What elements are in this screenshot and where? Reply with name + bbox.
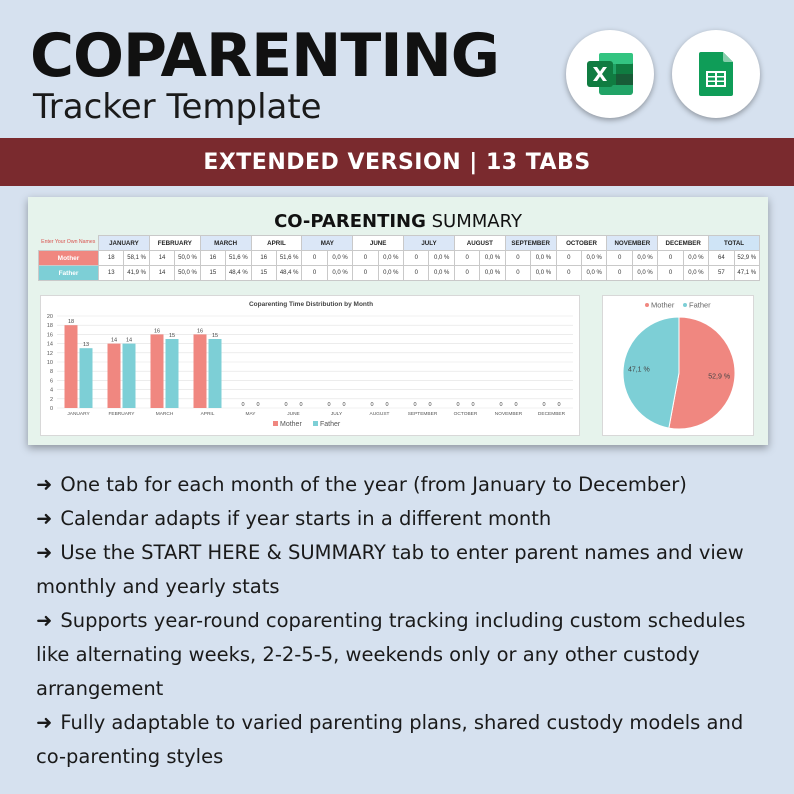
value-cell: 16	[200, 251, 225, 266]
bar-father	[166, 339, 179, 408]
month-header: AUGUST	[454, 236, 505, 251]
arrow-icon: ➜	[36, 711, 53, 734]
data-label: 0	[471, 402, 475, 408]
value-cell: 0,0 %	[582, 266, 607, 281]
data-label: 0	[241, 402, 245, 408]
value-cell: 0	[404, 266, 429, 281]
y-tick-label: 8	[49, 369, 53, 376]
y-tick-label: 10	[46, 360, 53, 366]
x-tick-label: SEPTEMBER	[407, 412, 438, 417]
y-tick-label: 20	[46, 314, 53, 320]
month-header: APRIL	[251, 236, 302, 251]
value-cell: 48,4 %	[276, 266, 301, 281]
data-label: 0	[514, 402, 518, 408]
value-cell: 0,0 %	[429, 251, 454, 266]
value-cell: 0,0 %	[480, 266, 505, 281]
feature-item	[36, 502, 776, 536]
bar-mother	[65, 325, 78, 408]
data-label: 0	[284, 402, 288, 408]
legend-label: Father	[689, 300, 711, 310]
value-cell: 0,0 %	[683, 251, 708, 266]
bar-chart	[41, 296, 581, 437]
month-header: JUNE	[353, 236, 404, 251]
legend-swatch	[313, 421, 318, 426]
data-label: 0	[342, 402, 346, 408]
data-label: 15	[211, 333, 219, 339]
value-cell: 18	[99, 251, 124, 266]
month-header: NOVEMBER	[607, 236, 658, 251]
value-cell: 0	[454, 266, 479, 281]
value-cell: 0	[556, 251, 581, 266]
feature-text: Use the START HERE & SUMMARY tab to enter parent names and view monthly and yearly stats	[36, 541, 744, 598]
x-tick-label: JULY	[330, 412, 343, 417]
x-tick-label: FEBRUARY	[108, 412, 135, 417]
arrow-icon: ➜	[36, 473, 53, 496]
bar-mother	[108, 344, 121, 408]
value-cell: 51,6 %	[226, 251, 251, 266]
x-tick-label: JANUARY	[67, 412, 90, 417]
bar-father	[123, 344, 136, 408]
data-label: 0	[413, 402, 417, 408]
x-tick-label: DECEMBER	[537, 412, 566, 417]
month-header: MAY	[302, 236, 353, 251]
month-header: DECEMBER	[658, 236, 709, 251]
value-cell: 0	[302, 266, 327, 281]
pie-chart-panel	[602, 295, 754, 436]
arrow-icon: ➜	[36, 507, 53, 530]
data-label: 0	[256, 402, 260, 408]
x-tick-label: MARCH	[155, 412, 174, 417]
data-label: 18	[67, 319, 75, 326]
feature-item	[36, 604, 776, 706]
value-cell: 0,0 %	[683, 266, 708, 281]
month-header: OCTOBER	[556, 236, 607, 251]
page-title: COPARENTING	[30, 21, 500, 91]
total-header: TOTAL	[709, 236, 760, 251]
chart-title: Coparenting Time Distribution by Month	[248, 301, 374, 308]
x-tick-label: APRIL	[200, 412, 215, 417]
parent-name-cell[interactable]: Mother	[39, 251, 99, 266]
y-tick-label: 16	[46, 332, 53, 339]
legend-swatch	[273, 421, 278, 426]
google-sheets-badge	[672, 30, 760, 118]
value-cell: 0,0 %	[531, 266, 556, 281]
value-cell: 0	[607, 251, 632, 266]
pie-data-label: 52,9 %	[708, 373, 731, 381]
bar-mother	[151, 334, 164, 408]
legend-label: Mother	[651, 300, 675, 310]
data-label: 15	[168, 333, 176, 339]
y-tick-label: 0	[49, 406, 53, 412]
feature-text: Fully adaptable to varied parenting plans, shared custody models and co-parenting styles	[36, 711, 744, 768]
arrow-icon: ➜	[36, 609, 53, 632]
parent-name-cell[interactable]: Father	[39, 266, 99, 281]
data-label: 0	[299, 402, 303, 408]
value-cell: 0	[353, 251, 378, 266]
y-tick-label: 12	[46, 350, 53, 357]
value-cell: 0,0 %	[327, 266, 352, 281]
value-cell: 0	[607, 266, 632, 281]
value-cell: 48,4 %	[226, 266, 251, 281]
legend-swatch	[645, 303, 649, 307]
version-banner: EXTENDED VERSION | 13 TABS	[0, 138, 794, 186]
month-header: JULY	[404, 236, 455, 251]
data-label: 16	[196, 328, 204, 335]
value-cell: 0	[658, 266, 683, 281]
legend-swatch	[683, 303, 687, 307]
feature-text: One tab for each month of the year (from January to December)	[60, 473, 687, 496]
data-label: 0	[428, 402, 432, 408]
value-cell: 0,0 %	[327, 251, 352, 266]
feature-text: Calendar adapts if year starts in a different month	[60, 507, 552, 530]
feature-text: Supports year-round coparenting tracking including custom schedules like alternating weeks, 2-2-5-5, weekends only or any other custody arrangement	[36, 609, 746, 700]
value-cell: 0	[658, 251, 683, 266]
legend-label: Father	[320, 421, 341, 428]
arrow-icon: ➜	[36, 541, 53, 564]
google-sheets-icon	[691, 49, 741, 99]
feature-item	[36, 706, 776, 774]
value-cell: 50,0 %	[175, 266, 200, 281]
x-tick-label: AUGUST	[369, 412, 390, 417]
data-label: 0	[327, 402, 331, 408]
data-label: 0	[557, 402, 561, 408]
value-cell: 47,1 %	[734, 266, 759, 281]
value-cell: 13	[99, 266, 124, 281]
value-cell: 14	[149, 251, 174, 266]
data-label: 0	[456, 402, 460, 408]
value-cell: 0,0 %	[480, 251, 505, 266]
value-cell: 15	[251, 266, 276, 281]
value-cell: 0,0 %	[429, 266, 454, 281]
value-cell: 58,1 %	[124, 251, 149, 266]
feature-item	[36, 536, 776, 604]
value-cell: 0	[505, 266, 530, 281]
excel-badge	[566, 30, 654, 118]
summary-table	[38, 235, 760, 281]
value-cell: 0	[404, 251, 429, 266]
value-cell: 0	[454, 251, 479, 266]
value-cell: 52,9 %	[734, 251, 759, 266]
excel-icon	[585, 49, 635, 99]
x-tick-label: MAY	[245, 412, 256, 417]
value-cell: 0,0 %	[378, 251, 403, 266]
x-tick-label: NOVEMBER	[494, 412, 523, 417]
pie-chart	[603, 296, 755, 437]
data-label: 0	[370, 402, 374, 408]
month-header: FEBRUARY	[149, 236, 200, 251]
data-label: 16	[153, 328, 161, 335]
value-cell: 16	[251, 251, 276, 266]
data-label: 14	[110, 337, 118, 344]
value-cell: 51,6 %	[276, 251, 301, 266]
names-hint: Enter Your Own Names	[41, 238, 96, 245]
sheet-title: CO-PARENTING SUMMARY	[274, 211, 522, 232]
feature-list	[36, 468, 776, 774]
bar-chart-panel	[40, 295, 580, 436]
value-cell: 14	[149, 266, 174, 281]
summary-sheet-preview	[28, 197, 768, 445]
y-tick-label: 2	[49, 396, 53, 403]
month-header: JANUARY	[99, 236, 150, 251]
value-cell: 0	[302, 251, 327, 266]
bar-mother	[194, 334, 207, 408]
value-cell: 64	[709, 251, 734, 266]
value-cell: 0,0 %	[582, 251, 607, 266]
data-label: 13	[82, 342, 90, 349]
value-cell: 50,0 %	[175, 251, 200, 266]
value-cell: 0	[556, 266, 581, 281]
page-subtitle: Tracker Template	[33, 87, 322, 127]
value-cell: 0,0 %	[531, 251, 556, 266]
y-tick-label: 6	[49, 378, 53, 385]
value-cell: 0,0 %	[378, 266, 403, 281]
y-tick-label: 18	[46, 323, 53, 330]
data-label: 14	[125, 337, 133, 344]
data-label: 0	[499, 402, 503, 408]
month-header: MARCH	[200, 236, 251, 251]
value-cell: 41,9 %	[124, 266, 149, 281]
data-label: 0	[542, 402, 546, 408]
y-tick-label: 4	[49, 387, 53, 394]
pie-data-label: 47,1 %	[627, 366, 650, 374]
legend-label: Mother	[280, 421, 302, 428]
value-cell: 0	[505, 251, 530, 266]
value-cell: 0	[353, 266, 378, 281]
value-cell: 15	[200, 266, 225, 281]
month-header: SEPTEMBER	[505, 236, 556, 251]
bar-father	[80, 348, 93, 408]
feature-item	[36, 468, 776, 502]
value-cell: 0,0 %	[632, 266, 657, 281]
x-tick-label: JUNE	[287, 412, 300, 417]
value-cell: 57	[709, 266, 734, 281]
data-label: 0	[385, 402, 389, 408]
value-cell: 0,0 %	[632, 251, 657, 266]
bar-father	[209, 339, 222, 408]
y-tick-label: 14	[46, 341, 53, 348]
x-tick-label: OCTOBER	[453, 412, 478, 417]
